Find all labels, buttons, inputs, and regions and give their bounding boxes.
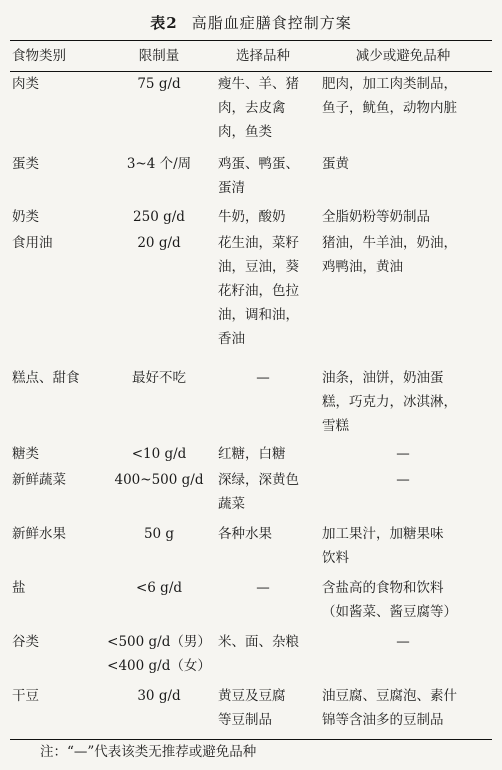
cell-choose-line: 各种水果 xyxy=(218,525,272,542)
cell-limit-line: <500 g/d（男） xyxy=(107,633,211,650)
table-row xyxy=(10,205,492,231)
cell-avoid xyxy=(314,152,492,205)
cell-category: 新鲜蔬菜 xyxy=(12,471,66,488)
cell-choose xyxy=(212,231,314,366)
cell-choose-line: 深绿，深黄色 xyxy=(218,471,299,488)
cell-category: 盐 xyxy=(12,579,26,596)
cell-limit-line: 50 g xyxy=(143,525,175,542)
cell-choose-line: 花生油，菜籽 xyxy=(218,234,299,251)
cell-limit xyxy=(106,522,212,576)
cell-choose xyxy=(212,152,314,205)
cell-category: 干豆 xyxy=(10,684,106,740)
header-limit: 限制量 xyxy=(106,41,212,72)
cell-category: 肉类 xyxy=(12,76,39,92)
cell-avoid xyxy=(314,684,492,740)
cell-choose xyxy=(212,205,314,231)
cell-limit-line: <10 g/d xyxy=(131,445,187,462)
cell-choose xyxy=(212,630,314,684)
cell-choose-line: 油，豆油，葵 xyxy=(218,258,299,275)
cell-avoid xyxy=(314,366,492,442)
cell-limit xyxy=(106,72,212,152)
cell-avoid-line: 油豆腐、豆腐泡、素什 xyxy=(322,687,457,704)
cell-limit xyxy=(106,366,212,442)
table-row xyxy=(10,72,492,152)
table-row xyxy=(10,630,492,684)
cell-avoid-line: 蛋黄 xyxy=(322,155,349,172)
cell-choose-line: 肉，去皮禽 xyxy=(218,100,286,116)
cell-avoid xyxy=(314,522,492,576)
cell-avoid-line: 饮料 xyxy=(322,549,349,566)
cell-avoid-line: 猪油，牛羊油，奶油， xyxy=(322,234,457,251)
table-body xyxy=(10,72,492,740)
cell-avoid-line: （如酱菜、酱豆腐等） xyxy=(322,603,457,620)
cell-avoid-line: 肥肉，加工肉类制品， xyxy=(322,76,457,92)
cell-choose-line: 花籽油，色拉 xyxy=(218,282,299,299)
header-avoid: 减少或避免品种 xyxy=(314,41,492,72)
cell-limit xyxy=(106,231,212,366)
cell-limit-line: 20 g/d xyxy=(137,234,181,251)
cell-avoid xyxy=(314,205,492,231)
cell-category: 奶类 xyxy=(12,208,39,225)
table-row xyxy=(10,152,492,205)
cell-choose xyxy=(212,576,314,630)
cell-limit xyxy=(106,630,212,684)
table-caption: 高脂血症膳食控制方案 xyxy=(191,14,352,32)
cell-limit-line: 75 g/d xyxy=(137,76,181,92)
cell-choose xyxy=(212,684,314,740)
cell-choose xyxy=(212,366,314,442)
table-row xyxy=(10,522,492,576)
table-note: 注：“—”代表该类无推荐或避免品种 xyxy=(40,744,257,760)
cell-avoid xyxy=(314,468,492,522)
table-row xyxy=(10,366,492,442)
cell-avoid-line: 含盐高的食物和饮料 xyxy=(322,579,444,596)
cell-choose-line: 鸡蛋、鸭蛋、 xyxy=(218,155,299,172)
table-row xyxy=(10,468,492,522)
table-row xyxy=(10,684,492,740)
cell-avoid-line: 油条，油饼，奶油蛋 xyxy=(322,369,444,386)
cell-avoid-line: 鸡鸭油，黄油 xyxy=(322,258,403,275)
cell-limit-line: 400~500 g/d xyxy=(114,471,204,488)
cell-avoid xyxy=(314,630,492,684)
cell-limit-line: 250 g/d xyxy=(133,208,185,225)
cell-choose-line: 黄豆及豆腐 xyxy=(218,687,286,704)
header-row xyxy=(10,41,492,72)
cell-avoid-line: 雪糕 xyxy=(322,417,349,434)
table-row xyxy=(10,576,492,630)
cell-avoid-line: 鱼子，鱿鱼，动物内脏 xyxy=(322,100,457,116)
cell-category: 糖类 xyxy=(12,445,39,462)
cell-choose-line: 蔬菜 xyxy=(218,495,245,512)
cell-choose xyxy=(212,468,314,522)
cell-category: 蛋类 xyxy=(12,155,39,172)
cell-avoid xyxy=(314,576,492,630)
header-category: 食物类别 xyxy=(10,41,106,72)
cell-avoid-line: — xyxy=(396,471,410,488)
diet-table xyxy=(10,40,492,740)
cell-choose-line: 蛋清 xyxy=(218,179,245,196)
cell-avoid-line: — xyxy=(396,633,410,650)
cell-avoid-line: — xyxy=(396,445,410,462)
cell-limit-line: 最好不吃 xyxy=(132,369,186,386)
header-choose: 选择品种 xyxy=(212,41,314,72)
cell-choose-line: 红糖，白糖 xyxy=(218,445,286,462)
cell-choose xyxy=(212,442,314,468)
cell-limit xyxy=(106,442,212,468)
cell-choose-line: 等豆制品 xyxy=(218,711,272,728)
cell-limit-line: 30 g/d xyxy=(137,687,181,704)
cell-limit xyxy=(106,684,212,740)
cell-limit xyxy=(106,468,212,522)
cell-avoid xyxy=(314,442,492,468)
cell-limit-line: <400 g/d（女） xyxy=(107,657,211,674)
cell-limit-line: <6 g/d xyxy=(135,579,183,596)
cell-limit xyxy=(106,152,212,205)
cell-avoid-line: 加工果汁，加糖果味 xyxy=(322,525,444,542)
cell-choose-line: 瘦牛、羊、猪 xyxy=(218,76,299,92)
table-row xyxy=(10,231,492,366)
cell-choose-line: 牛奶，酸奶 xyxy=(218,208,286,225)
cell-category: 糕点、甜食 xyxy=(12,369,80,386)
cell-avoid-line: 全脂奶粉等奶制品 xyxy=(322,208,430,225)
cell-choose xyxy=(212,522,314,576)
cell-choose-line: 油，调和油， xyxy=(218,306,299,323)
cell-limit xyxy=(106,205,212,231)
cell-avoid xyxy=(314,72,492,152)
cell-limit xyxy=(106,576,212,630)
cell-category: 食用油 xyxy=(12,234,53,251)
cell-choose-line: 肉，鱼类 xyxy=(218,124,272,140)
cell-choose-line: — xyxy=(256,579,270,596)
cell-category: 新鲜水果 xyxy=(12,525,66,542)
cell-choose-line: — xyxy=(256,369,270,386)
cell-avoid xyxy=(314,231,492,366)
table-row xyxy=(10,442,492,468)
cell-choose-line: 香油 xyxy=(218,330,245,347)
table-number: 表2 xyxy=(150,14,178,32)
cell-avoid-line: 锦等含油多的豆制品 xyxy=(322,711,444,728)
cell-choose-line: 米、面、杂粮 xyxy=(218,633,299,650)
cell-choose xyxy=(212,72,314,152)
cell-category: 谷类 xyxy=(12,633,39,650)
cell-avoid-line: 糕，巧克力，冰淇淋， xyxy=(322,393,457,410)
table-title xyxy=(0,12,502,33)
cell-limit-line: 3~4 个/周 xyxy=(126,155,192,172)
